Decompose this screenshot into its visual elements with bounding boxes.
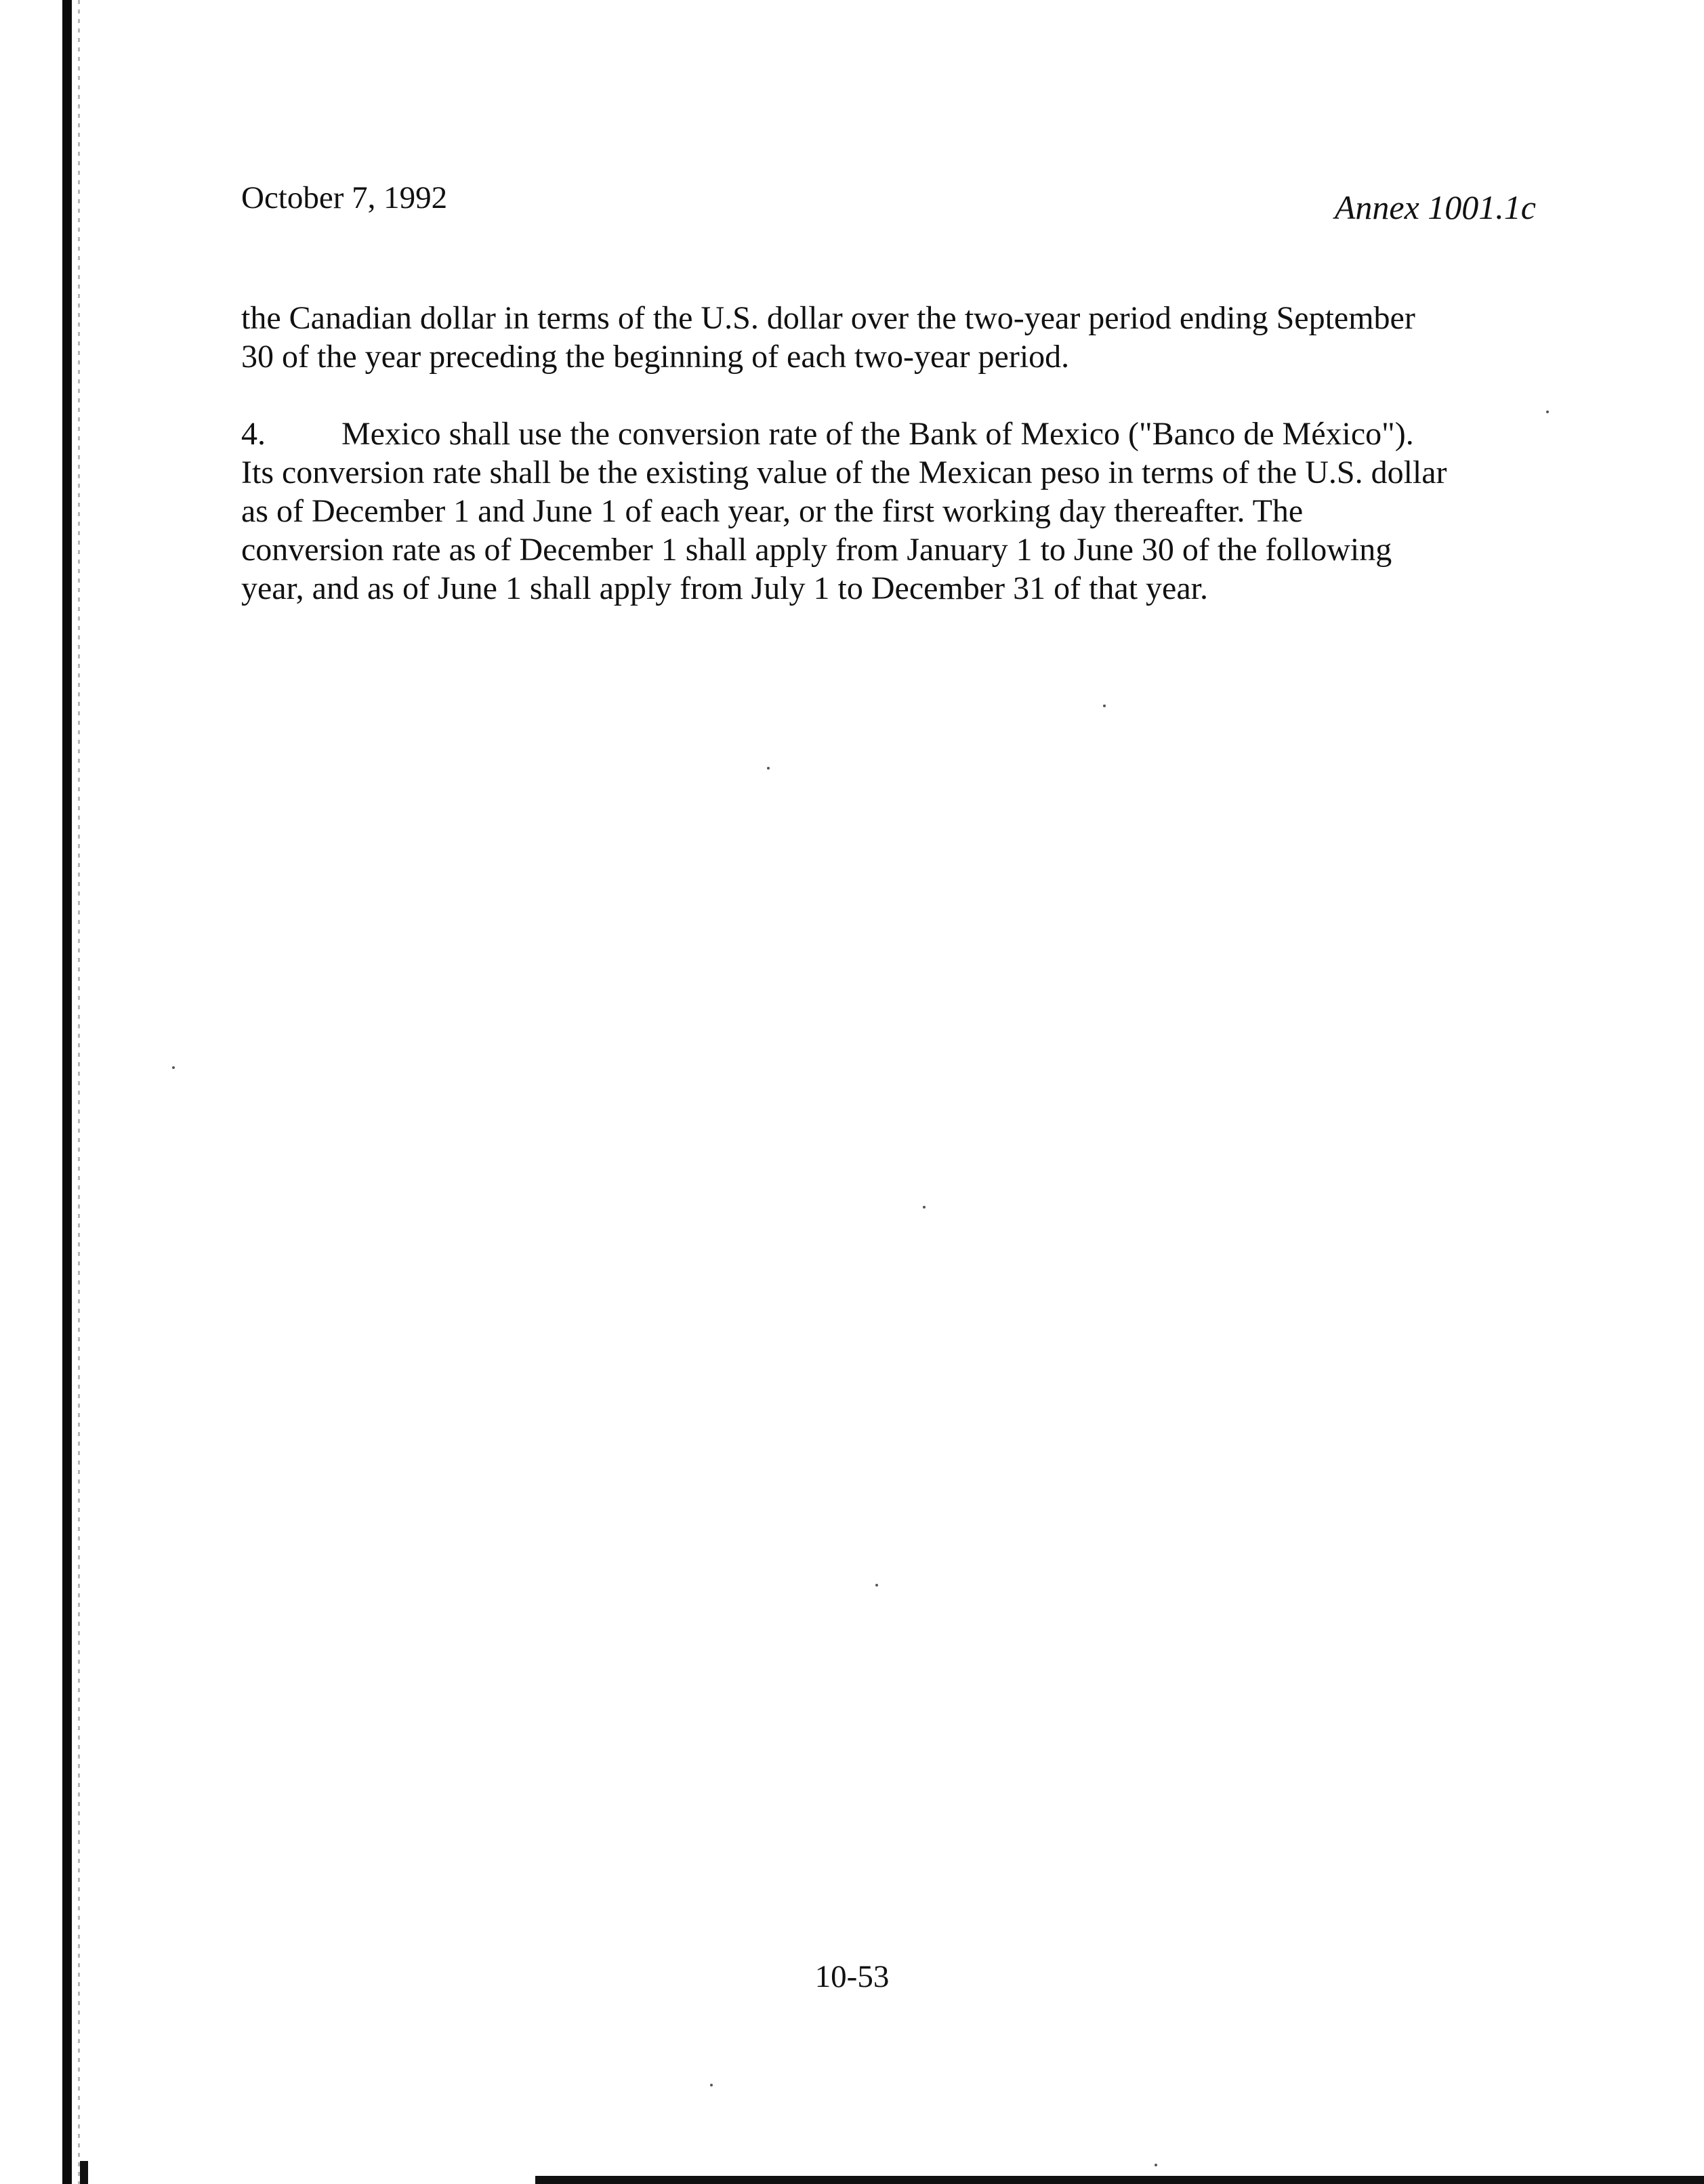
paragraph-line: Its conversion rate shall be the existing value of the Mexican peso in terms of the U.S. dollar [241, 455, 1447, 490]
scan-left-edge [62, 0, 72, 2184]
paragraph-line: the Canadian dollar in terms of the U.S. dollar over the two-year period ending September [241, 300, 1415, 336]
paragraph-4 [241, 415, 1542, 608]
paragraph-line: year, and as of June 1 shall apply from July 1 to December 31 of that year. [241, 570, 1208, 606]
scan-bottom-edge [535, 2176, 1704, 2184]
scan-speck [710, 2084, 713, 2086]
scan-speck [1155, 2164, 1157, 2166]
scan-bottom-left-mark [80, 2161, 88, 2184]
document-date: October 7, 1992 [241, 180, 448, 215]
scan-left-edge-texture [78, 0, 80, 2184]
paragraph-line: conversion rate as of December 1 shall apply from January 1 to June 30 of the following [241, 532, 1392, 568]
scan-speck [1546, 411, 1549, 413]
page-number: 10-53 [814, 1959, 890, 1994]
paragraph-first-line [241, 415, 1542, 453]
scan-speck [172, 1066, 175, 1069]
scan-speck [767, 767, 770, 770]
scan-speck [875, 1584, 878, 1587]
paragraph-number: 4. [241, 416, 266, 452]
scan-speck [1103, 705, 1106, 707]
annex-label: Annex 1001.1c [1334, 188, 1536, 226]
paragraph-line: 30 of the year preceding the beginning of each two-year period. [241, 339, 1070, 375]
paragraph-line: Mexico shall use the conversion rate of the Bank of Mexico ("Banco de México"). [341, 416, 1414, 452]
paragraph-line: as of December 1 and June 1 of each year, or the first working day thereafter. The [241, 493, 1304, 529]
scan-speck [923, 1206, 926, 1209]
paragraph-continuation [241, 299, 1542, 376]
